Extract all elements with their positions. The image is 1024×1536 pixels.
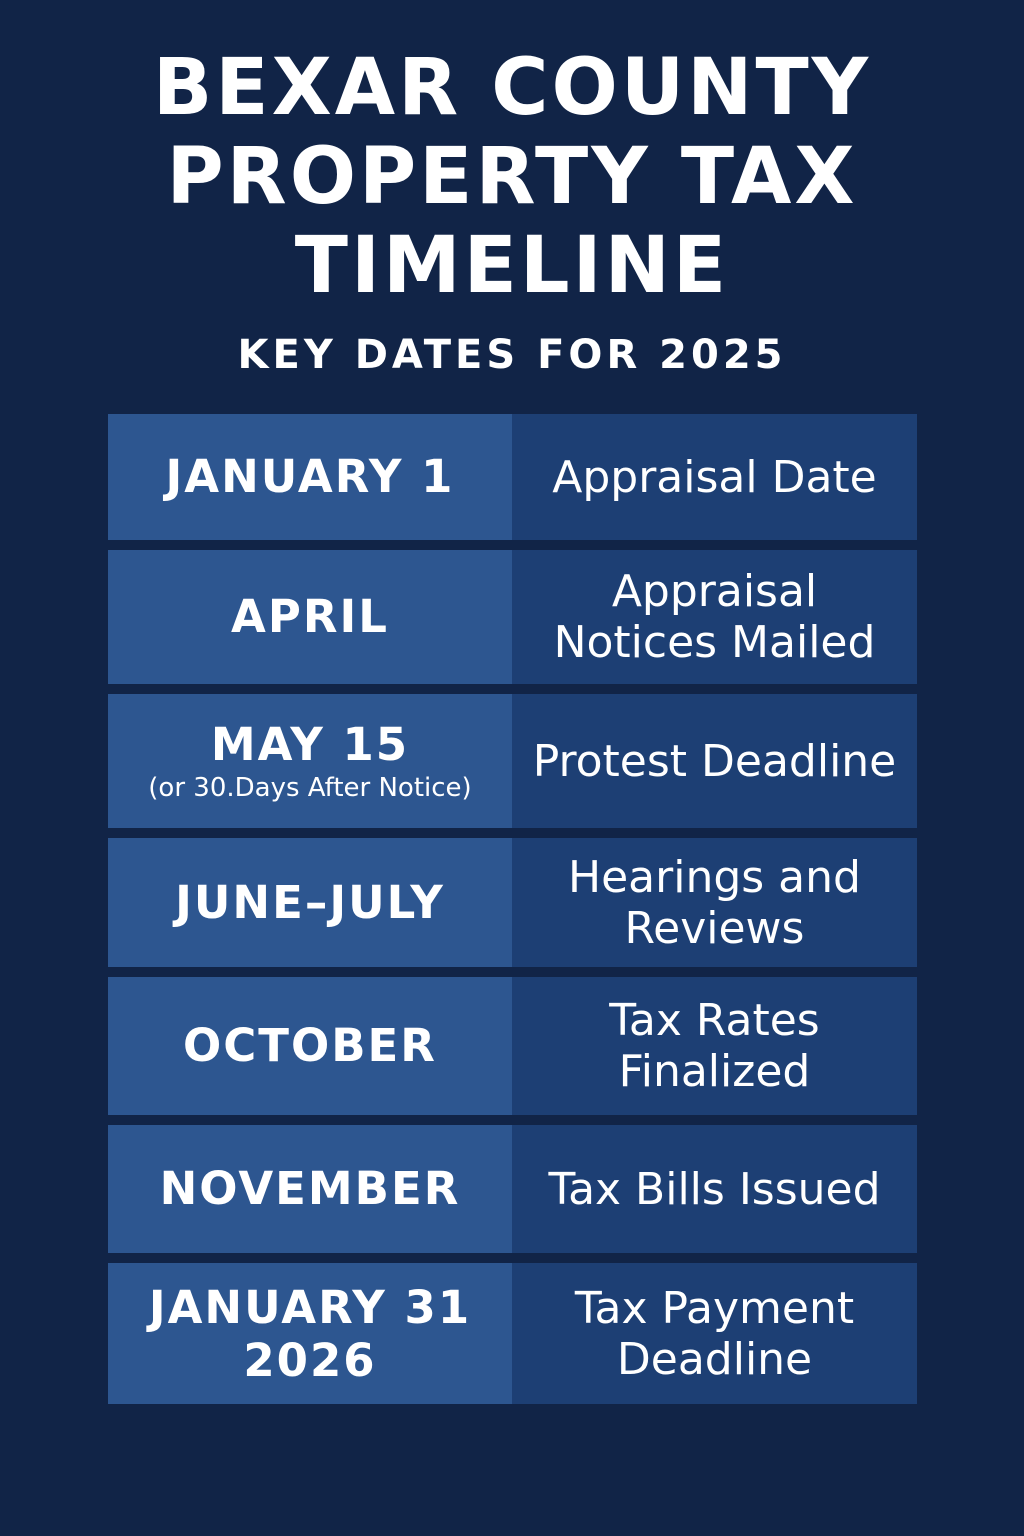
date-label: NOVEMBER <box>159 1162 461 1215</box>
date-cell <box>108 977 512 1115</box>
event-label: Tax Rates Finalized <box>609 995 820 1097</box>
event-cell <box>512 838 917 967</box>
event-label: Protest Deadline <box>532 735 897 787</box>
event-cell <box>512 550 917 684</box>
event-label: Hearings and Reviews <box>568 851 861 954</box>
date-cell <box>108 1125 512 1253</box>
timeline-row <box>108 694 917 828</box>
event-label: Tax Bills Issued <box>548 1163 881 1215</box>
date-cell <box>108 550 512 684</box>
timeline-table <box>108 414 917 1414</box>
event-label: Appraisal Date <box>552 451 877 503</box>
date-label: JANUARY 31 2026 <box>148 1280 472 1387</box>
timeline-row <box>108 1263 917 1404</box>
date-cell <box>108 694 512 828</box>
event-cell <box>512 1263 917 1404</box>
timeline-row <box>108 1125 917 1253</box>
date-cell <box>108 838 512 967</box>
event-cell <box>512 414 917 540</box>
page-title: BEXAR COUNTY PROPERTY TAX TIMELINE <box>152 43 872 311</box>
date-cell <box>108 414 512 540</box>
page-subtitle: KEY DATES FOR 2025 <box>237 332 787 378</box>
date-label: MAY 15 <box>210 718 410 771</box>
event-label: Appraisal Notices Mailed <box>553 566 876 668</box>
date-label: JUNE–JULY <box>175 875 445 929</box>
date-label: JANUARY 1 <box>165 450 455 503</box>
event-cell <box>512 1125 917 1253</box>
event-label: Tax Payment Deadline <box>574 1282 855 1385</box>
timeline-row <box>108 977 917 1115</box>
date-label: OCTOBER <box>183 1019 437 1072</box>
date-label: APRIL <box>231 590 389 643</box>
event-cell <box>512 694 917 828</box>
date-note: (or 30.Days After Notice) <box>148 773 472 803</box>
timeline-row <box>108 838 917 967</box>
timeline-row <box>108 414 917 540</box>
timeline-row <box>108 550 917 684</box>
event-cell <box>512 977 917 1115</box>
date-cell <box>108 1263 512 1404</box>
